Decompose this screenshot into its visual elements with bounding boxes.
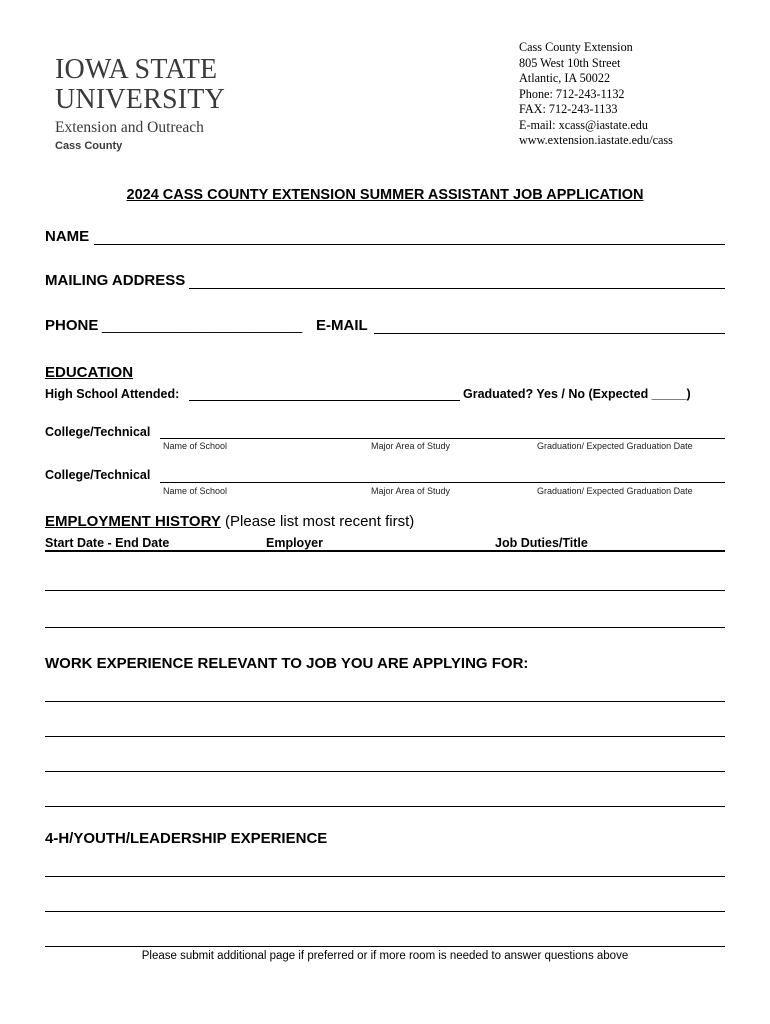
col-employer-header: Employer (266, 536, 323, 550)
high-school-field[interactable] (189, 400, 460, 401)
col-dates-header: Start Date - End Date (45, 536, 170, 550)
logo-county: Cass County (55, 140, 123, 152)
college1-major-caption: Major Area of Study (371, 441, 451, 451)
name-label: NAME (45, 228, 90, 245)
contact-fax: FAX: 712-243-1133 (519, 102, 618, 116)
leadership-line-3[interactable] (45, 946, 725, 947)
document-title: 2024 CASS COUNTY EXTENSION SUMMER ASSISTANT JOB APPLICATION (126, 187, 644, 203)
college2-school-caption: Name of School (163, 486, 228, 496)
isu-logo (55, 56, 225, 152)
employment-row-2[interactable] (45, 627, 725, 628)
college2-label: College/Technical (45, 468, 151, 482)
footnote: Please submit additional page if preferred or if more room is needed to answer questions above (141, 950, 629, 962)
logo-wordmark-line2: UNIVERSITY (55, 84, 225, 115)
phone-label: PHONE (45, 317, 99, 334)
contact-block (519, 40, 673, 149)
graduated-label: Graduated? Yes / No (Expected _____) (463, 387, 691, 401)
leadership-heading: 4-H/YOUTH/LEADERSHIP EXPERIENCE (45, 830, 328, 847)
college1-grad-caption: Graduation/ Expected Graduation Date (537, 441, 693, 451)
contact-office: Cass County Extension (519, 40, 633, 54)
leadership-line-1[interactable] (45, 876, 725, 877)
work-experience-line-2[interactable] (45, 736, 725, 737)
college1-field[interactable] (160, 438, 725, 439)
employment-header-rule (45, 550, 725, 552)
contact-phone: Phone: 712-243-1132 (519, 86, 625, 101)
contact-street: 805 West 10th Street (519, 55, 621, 70)
college2-grad-caption: Graduation/ Expected Graduation Date (537, 486, 693, 496)
college2-major-caption: Major Area of Study (371, 486, 451, 496)
employment-heading-note: (Please list most recent first) (220, 513, 415, 530)
leadership-line-2[interactable] (45, 911, 725, 912)
college2-field[interactable] (160, 482, 725, 483)
mailing-address-label: MAILING ADDRESS (45, 272, 186, 289)
logo-subtitle: Extension and Outreach (55, 119, 204, 136)
phone-field[interactable]: ________________________ (102, 317, 303, 334)
contact-city: Atlantic, IA 50022 (519, 71, 611, 85)
work-experience-heading: WORK EXPERIENCE RELEVANT TO JOB YOU ARE APPLYING FOR: (45, 655, 529, 672)
employment-heading-title: EMPLOYMENT HISTORY (45, 513, 221, 530)
mailing-address-field[interactable] (189, 288, 725, 289)
contact-web: www.extension.iastate.edu/cass (519, 133, 673, 147)
contact-email: E-mail: xcass@iastate.edu (519, 117, 648, 132)
college1-label: College/Technical (45, 425, 151, 439)
logo-wordmark-line1: IOWA STATE (55, 54, 218, 85)
email-field[interactable] (374, 333, 725, 334)
employment-heading (45, 513, 414, 531)
high-school-label: High School Attended: (45, 387, 180, 401)
work-experience-line-1[interactable] (45, 701, 725, 702)
col-duties-header: Job Duties/Title (495, 536, 588, 550)
name-field[interactable] (94, 244, 725, 245)
college1-school-caption: Name of School (163, 441, 228, 451)
work-experience-line-4[interactable] (45, 806, 725, 807)
email-label: E-MAIL (316, 317, 368, 334)
work-experience-line-3[interactable] (45, 771, 725, 772)
employment-row-1[interactable] (45, 590, 725, 591)
education-heading: EDUCATION (45, 364, 134, 381)
